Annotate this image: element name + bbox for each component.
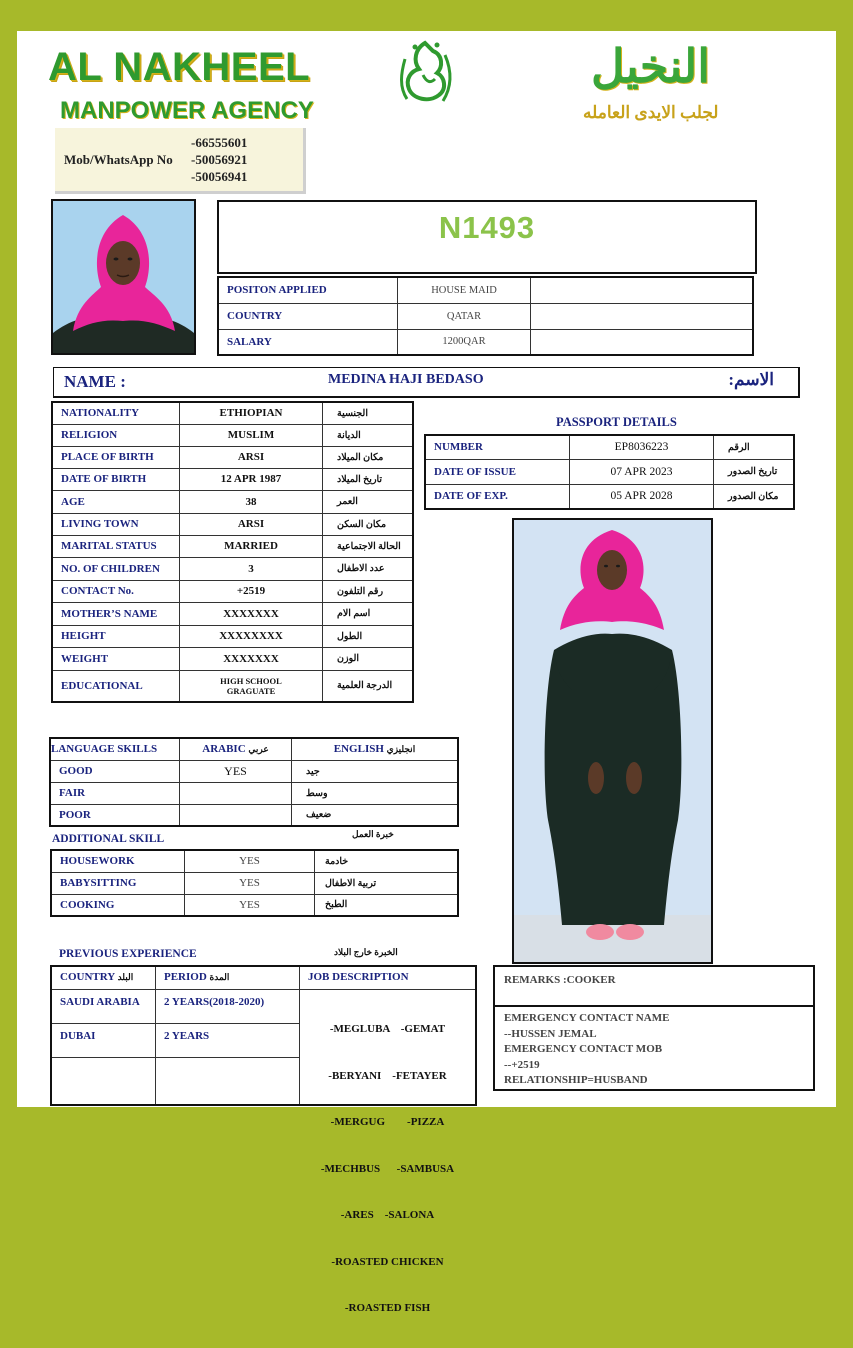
job-line: -MERGUG -PIZZA: [330, 1116, 445, 1128]
table-row: [50, 782, 458, 804]
table-value: YES: [185, 872, 315, 894]
table-row: [52, 446, 413, 468]
table-value: [180, 670, 323, 702]
job-column-header: JOB DESCRIPTION: [308, 971, 409, 983]
skill-label-arabic: الطبخ: [325, 900, 348, 911]
table-row: [52, 557, 413, 580]
table-value: 3: [180, 557, 323, 580]
experience-country: SAUDI ARABIA: [60, 996, 140, 1008]
table-value: [180, 782, 292, 804]
table-row: [51, 872, 458, 894]
table-label-arabic: مكان السكن: [323, 513, 414, 535]
brand-tagline-arabic: لجلب الايدى العامله: [583, 103, 719, 122]
skill-label-arabic: خادمة: [325, 856, 349, 867]
table-row: [52, 402, 413, 424]
period-column-label: PERIOD: [164, 971, 207, 983]
column-divider: [155, 967, 156, 1104]
table-label: WEIGHT: [52, 647, 180, 670]
table-label-arabic: [292, 760, 459, 782]
reference-code: N1493: [438, 210, 536, 245]
table-value: 1200QAR: [398, 329, 531, 355]
table-row: [50, 738, 458, 760]
table-label: NUMBER: [425, 435, 570, 459]
table-label-arabic: [315, 850, 459, 872]
brand-tagline: MANPOWER AGENCY: [60, 97, 314, 124]
portrait-photo: [51, 199, 196, 355]
table-row: [52, 535, 413, 557]
education-line: GRAGUATE: [226, 685, 276, 696]
level-label-arabic: جيد: [306, 766, 320, 777]
previous-experience-title-arabic: الخبرة خارج البلاد: [334, 947, 398, 957]
table-label-arabic: رقم التلفون: [323, 580, 414, 602]
table-label: HOUSEWORK: [51, 850, 185, 872]
job-line: -MEGLUBA -GEMAT: [329, 1023, 446, 1035]
level-label-arabic: وسط: [306, 788, 328, 799]
table-value: YES: [185, 894, 315, 916]
table-row: [51, 894, 458, 916]
table-label: BABYSITTING: [51, 872, 185, 894]
table-cell-empty: [531, 277, 754, 303]
table-value: QATAR: [398, 303, 531, 329]
table-row: [52, 490, 413, 513]
emergency-contact: [504, 1011, 669, 1089]
table-label: COOKING: [51, 894, 185, 916]
table-label: DATE OF EXP.: [425, 484, 570, 509]
table-label-arabic: الوزن: [323, 647, 414, 670]
table-value: YES: [185, 850, 315, 872]
emergency-line: --HUSSEN JEMAL: [504, 1027, 597, 1040]
table-label: NO. OF CHILDREN: [52, 557, 180, 580]
country-column-arabic: البلد: [117, 972, 134, 982]
phone-number: -66555601: [191, 135, 248, 150]
table-row: [218, 329, 753, 355]
job-description-list: [300, 991, 475, 1348]
level-label-arabic: ضعيف: [306, 810, 332, 821]
arabic-column-header: [180, 738, 292, 760]
table-label: LIVING TOWN: [52, 513, 180, 535]
table-row: [50, 804, 458, 826]
previous-experience-title: PREVIOUS EXPERIENCE: [59, 948, 197, 960]
table-label-arabic: [315, 894, 459, 916]
table-value: XXXXXXXX: [180, 625, 323, 647]
table-label: PLACE OF BIRTH: [52, 446, 180, 468]
table-value: ARSI: [180, 513, 323, 535]
phone-number: -50056921: [191, 152, 248, 167]
phone-number: -50056941: [191, 169, 248, 184]
table-value: ARSI: [180, 446, 323, 468]
row-divider: [52, 989, 475, 990]
table-label-arabic: تاريخ الصدور: [714, 459, 795, 484]
reference-box: [217, 200, 757, 274]
table-value: 07 APR 2023: [570, 459, 714, 484]
experience-period: 2 YEARS: [164, 1030, 210, 1042]
table-label: RELIGION: [52, 424, 180, 446]
remarks-text: REMARKS :COOKER: [504, 974, 616, 986]
table-row: [425, 459, 794, 484]
table-row: [51, 850, 458, 872]
job-line: -ARES -SALONA: [340, 1209, 435, 1221]
table-value: EP8036223: [570, 435, 714, 459]
row-divider: [52, 1023, 299, 1024]
table-row: [52, 625, 413, 647]
table-row: [52, 670, 413, 702]
additional-skill-title-arabic: خبرة العمل: [352, 829, 394, 839]
english-label: ENGLISH: [333, 743, 384, 756]
table-label-arabic: الحالة الاجتماعية: [323, 535, 414, 557]
language-skills-table: [49, 737, 459, 827]
table-label-arabic: مكان الميلاد: [323, 446, 414, 468]
table-label-arabic: الطول: [323, 625, 414, 647]
job-line: -BERYANI -FETAYER: [328, 1069, 447, 1082]
table-label: COUNTRY: [218, 303, 398, 329]
remarks-box: [493, 965, 815, 1091]
table-value: 38: [180, 490, 323, 513]
brand-name-arabic: النخيل: [591, 41, 711, 92]
name-label-arabic: الاسم:: [728, 370, 774, 389]
table-label: CONTACT No.: [52, 580, 180, 602]
table-value: XXXXXXX: [180, 647, 323, 670]
table-label-arabic: الدرجة العلمية: [323, 670, 414, 702]
name-label: NAME :: [64, 372, 126, 391]
table-label-arabic: الجنسية: [323, 402, 414, 424]
education-line: HIGH SCHOOL: [220, 675, 282, 686]
table-row: [52, 647, 413, 670]
remarks-divider: [495, 1005, 813, 1007]
period-column-header: [164, 971, 229, 983]
table-label: DATE OF ISSUE: [425, 459, 570, 484]
table-value: 05 APR 2028: [570, 484, 714, 509]
experience-country: DUBAI: [60, 1030, 96, 1042]
table-label-arabic: [315, 872, 459, 894]
emergency-line: EMERGENCY CONTACT NAME: [504, 1012, 670, 1024]
table-row: [218, 277, 753, 303]
table-label: SALARY: [218, 329, 398, 355]
table-value: [180, 804, 292, 826]
table-row: [52, 424, 413, 446]
table-label-arabic: الديانة: [323, 424, 414, 446]
table-row: [52, 513, 413, 535]
table-value: YES: [180, 760, 292, 782]
calligraphy-logo-icon: [385, 39, 465, 109]
table-label-arabic: عدد الاطفال: [323, 557, 414, 580]
emergency-line: RELATIONSHIP=HUSBAND: [504, 1074, 648, 1086]
table-label: POOR: [50, 804, 180, 826]
arabic-label-ar: عربي: [248, 744, 269, 755]
candidate-name: MEDINA HAJI BEDASO: [328, 372, 484, 387]
job-line: -ROASTED FISH: [344, 1302, 431, 1314]
additional-skill-title: ADDITIONAL SKILL: [52, 833, 165, 845]
brand-name: AL NAKHEEL: [48, 45, 311, 89]
table-row: [425, 435, 794, 459]
table-row: [425, 484, 794, 509]
country-column-label: COUNTRY: [60, 971, 115, 983]
full-body-photo: [512, 518, 713, 964]
table-value: HOUSE MAID: [398, 277, 531, 303]
emergency-line: --+2519: [504, 1058, 540, 1071]
table-label: MOTHER’S NAME: [52, 602, 180, 625]
table-label: MARITAL STATUS: [52, 535, 180, 557]
table-row: [52, 580, 413, 602]
table-label-arabic: اسم الام: [323, 602, 414, 625]
table-row: [52, 468, 413, 490]
cv-sheet: [17, 31, 836, 1314]
table-label: NATIONALITY: [52, 402, 180, 424]
table-label-arabic: [292, 804, 459, 826]
table-label: POSITON APPLIED: [218, 277, 398, 303]
table-label-arabic: [292, 782, 459, 804]
phone-list: [191, 134, 247, 185]
english-column-header: [292, 738, 459, 760]
table-row: [218, 303, 753, 329]
table-cell-empty: [531, 303, 754, 329]
contact-label: Mob/WhatsApp No: [64, 152, 173, 167]
table-value: 12 APR 1987: [180, 468, 323, 490]
table-label: EDUCATIONAL: [52, 670, 180, 702]
table-label: HEIGHT: [52, 625, 180, 647]
experience-period: 2 YEARS(2018-2020): [164, 996, 265, 1008]
job-line: -ROASTED CHICKEN: [331, 1255, 444, 1268]
emergency-line: EMERGENCY CONTACT MOB: [504, 1043, 663, 1055]
personal-info-table: [51, 401, 414, 703]
arabic-label: ARABIC: [202, 743, 246, 756]
table-label: GOOD: [50, 760, 180, 782]
row-divider: [52, 1057, 299, 1058]
additional-skills-table: [50, 849, 459, 917]
table-label-arabic: تاريخ الميلاد: [323, 468, 414, 490]
language-header-label: LANGUAGE SKILLS: [50, 738, 180, 760]
name-bar: [53, 367, 800, 398]
position-table: [217, 276, 754, 356]
table-row: [52, 602, 413, 625]
experience-table: [50, 965, 477, 1314]
table-row: [50, 760, 458, 782]
job-line: -MECHBUS -SAMBUSA: [320, 1162, 455, 1175]
table-label: DATE OF BIRTH: [52, 468, 180, 490]
skill-label-arabic: تربية الاطفال: [325, 878, 377, 889]
table-value: ETHIOPIAN: [180, 402, 323, 424]
table-value: XXXXXXX: [180, 602, 323, 625]
table-value: +2519: [180, 580, 323, 602]
table-label: FAIR: [50, 782, 180, 804]
passport-table: [424, 434, 795, 510]
table-label-arabic: العمر: [323, 490, 414, 513]
english-label-ar: انجليزي: [386, 744, 416, 755]
country-column-header: [60, 971, 133, 983]
table-value: MUSLIM: [180, 424, 323, 446]
contact-box: [55, 128, 306, 194]
table-label: AGE: [52, 490, 180, 513]
table-value: MARRIED: [180, 535, 323, 557]
table-label-arabic: مكان الصدور: [714, 484, 795, 509]
table-cell-empty: [531, 329, 754, 355]
passport-title: PASSPORT DETAILS: [556, 415, 677, 429]
period-column-arabic: المدة: [209, 972, 230, 982]
table-label-arabic: الرقم: [714, 435, 795, 459]
